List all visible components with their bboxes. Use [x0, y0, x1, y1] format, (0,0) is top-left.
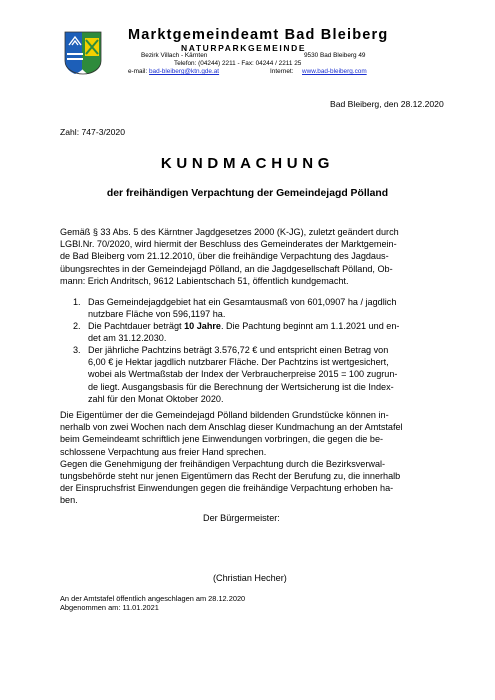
document-subtitle: der freihändigen Verpachtung der Gemeindejagd Pölland [106, 188, 389, 199]
posted-note: An der Amtstafel öffentlich angeschlagen am 28.12.2020 [60, 594, 246, 603]
signature-title: Der Bürgermeister: [203, 513, 280, 523]
office-address: 9530 Bad Bleiberg 49 [304, 52, 366, 59]
office-title: Marktgemeindeamt Bad Bleiberg [128, 27, 389, 43]
objection-paragraph: Die Eigentümer der die Gemeindejagd Pölland bildenden Grundstücke können in- nerhalb von zwei Wochen nach dem Anschlag dieser Kundmachung an der Amtstafel beim Gemeindeamt schriftlich jene Einwendungen vorbringen, die gegen die be- schlossene Verpachtung aus freier Hand sprechen. Gegen die Genehmigung der freihändigen Verpachtung durch die Bezirksverwal- tungsbehörde steht nur jenen Eigentümern das Recht der Berufung zu, die innerhalb der Einspruchsfrist Einwendungen gegen die freihändige Verpachtung erhoben ha- ben. [60, 410, 403, 506]
reference-number: Zahl: 747-3/2020 [60, 127, 125, 137]
office-phone: Telefon: (04244) 2211 - Fax: 04244 / 2211 25 [174, 60, 302, 67]
office-email-label: e-mail: [128, 68, 148, 75]
document-date: Bad Bleiberg, den 28.12.2020 [330, 99, 444, 109]
office-district: Bezirk Villach - Kärnten [141, 52, 208, 59]
lease-duration: 10 Jahre [184, 321, 221, 331]
document-page: Marktgemeindeamt Bad Bleiberg NATURPARKGEMEINDE Bezirk Villach - Kärnten 9530 Bad Bleiberg 49 Telefon: (04244) 2211 - Fax: 04244 / 2211 25 e-mail: bad-bleiberg@ktn.gde.at Internet: www.bad-bleiberg.com Bad Bleiberg, den 28.12.2020 Zahl: 747-3/2020 KUNDMACHUNG der freihändigen Verpachtung der Gemeindejagd Pölland Gemäß § 33 Abs. 5 des Kärntner Jagdgesetzes 2000 (K-JG), zuletzt geändert durch LGBl.Nr. 70/2020, wird hiermit der Beschluss des Gemeinderates der Marktgemein- de Bad Bleiberg vom 21.12.2010, über die freihändige Verpachtung des Jagdaus- übungsrechtes in der Gemeindejagd Pölland, an die Jagdgesellschaft Pölland, Ob- mann: Erich Andritsch, 9612 Labientschach 51, öffentlich kundgemacht. 1. Das Gemeindejagdgebiet hat ein Gesamtausmaß von 601,0907 ha / jagdlich nutzbare Fläche von 596,1197 ha. 2. Die Pachtdauer beträgt 10 Jahre. Die Pachtung beginnt am 1.1.2021 und en- det am 31.12.2030. 3. Der jährliche Pachtzins beträgt 3.576,72 € und entspricht einen Betrag von 6,00 € je Hektar jagdlich nutzbarer Fläche. Der Pachtzins ist wertgesichert, wobei als Wertmaßstab der Index der Verbraucherpreise 2015 = 100 zugrun- de liegt. Ausgangsbasis für die Berechnung der Wertsicherung ist die Index- zahl für den Monat Oktober 2020. Die Eigentümer der die Gemeindejagd Pölland bildenden Grundstücke können in- nerhalb von zwei Wochen nach dem Anschlag dieser Kundmachung an der Amtstafel beim Gemeindeamt schriftlich jene Einwendungen vorbringen, die gegen die be- schlossene Verpachtung aus freier Hand sprechen. Gegen die Genehmigung der freihändigen Verpachtung durch die Bezirksverwal- tungsbehörde steht nur jenen Eigentümern das Recht der Berufung zu, die innerhalb der Einspruchsfrist Einwendungen gegen die freihändige Verpachtung erhoben ha- ben. Der Bürgermeister: (Christian Hecher) An der Amtstafel öffentlich angeschlagen am 28.12.2020 Abgenommen am: 11.01.2021 [0, 0, 495, 700]
intro-paragraph: Gemäß § 33 Abs. 5 des Kärntner Jagdgesetzes 2000 (K-JG), zuletzt geändert durch LGBl.Nr. 70/2020, wird hiermit der Beschluss des Gemeinderates der Marktgemein- de Bad Bleiberg vom 21.12.2010, über die freihändige Verpachtung des Jagdaus- übungsrechtes in der Gemeindejagd Pölland, an die Jagdgesellschaft Pölland, Ob- mann: Erich Andritsch, 9612 Labientschach 51, öffentlich kundgemacht. [60, 227, 399, 286]
office-subtitle: NATURPARKGEMEINDE [181, 42, 307, 53]
office-website-link[interactable]: www.bad-bleiberg.com [302, 68, 367, 75]
office-internet-label: Internet: [270, 68, 294, 75]
document-title: KUNDMACHUNG [160, 155, 335, 172]
municipal-crest-icon [64, 31, 102, 75]
office-email-link[interactable]: bad-bleiberg@ktn.gde.at [149, 68, 220, 75]
removed-note: Abgenommen am: 11.01.2021 [60, 603, 159, 612]
signature-name: (Christian Hecher) [213, 573, 287, 583]
